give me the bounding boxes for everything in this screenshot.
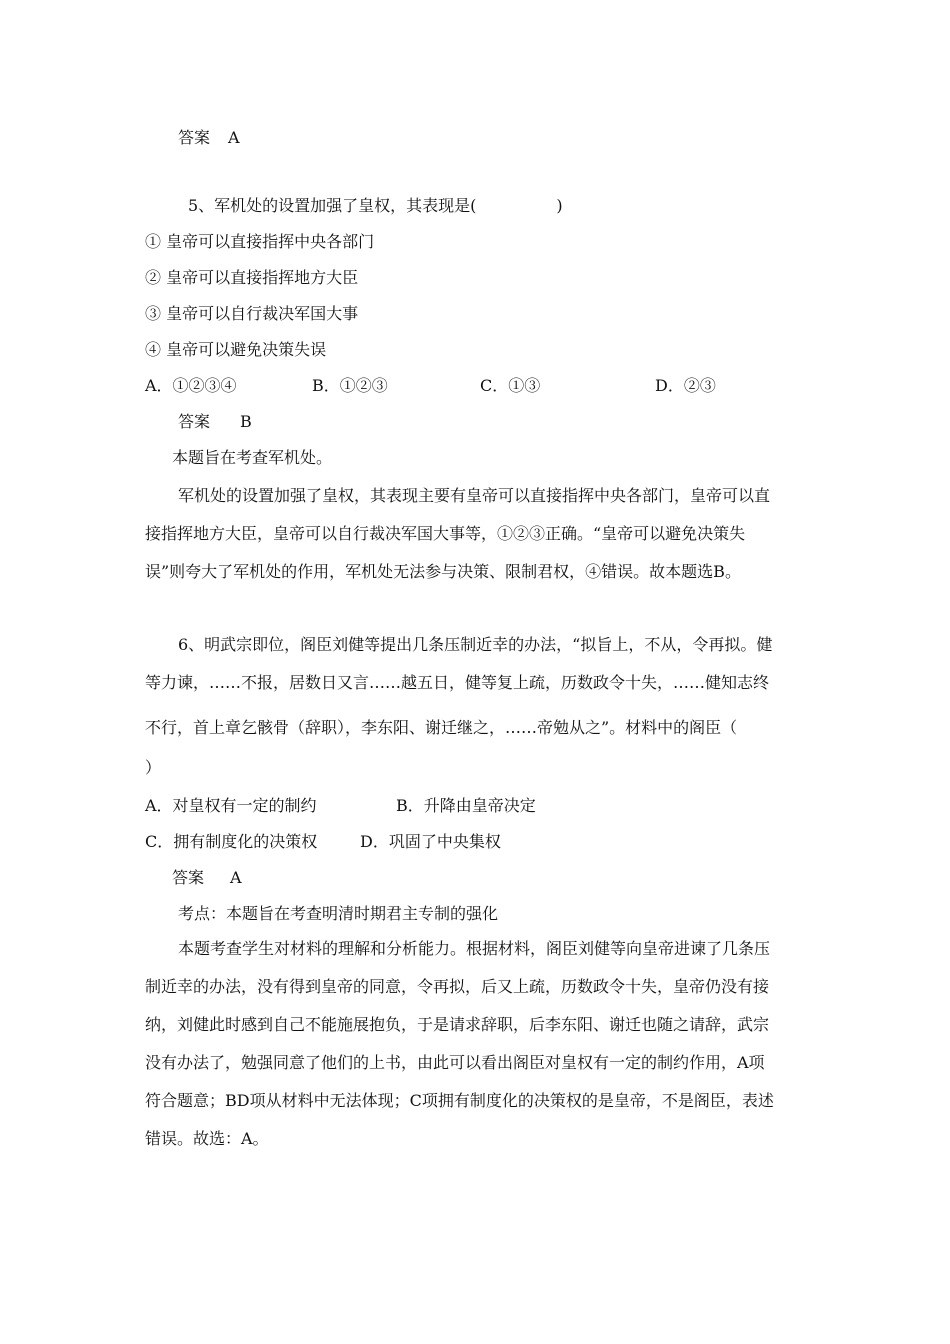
q6-option-d: D．巩固了中央集权: [360, 832, 501, 851]
q6-analysis-line: 制近幸的办法，没有得到皇帝的同意，令再拟，后又上疏，历数政令十失，皇帝仍没有接: [145, 977, 770, 996]
q6-stem-line: 等力谏，……不报，居数日又言……越五日，健等复上疏，历数政令十失，……健知志终: [145, 673, 770, 692]
q6-stem-line: 不行，首上章乞骸骨（辞职），李东阳、谢迁继之，……帝勉从之”。材料中的阁臣（: [145, 718, 738, 737]
q5-analysis-line: 接指挥地方大臣，皇帝可以自行裁决军国大事等，①②③正确。“皇帝可以避免决策失: [145, 524, 746, 543]
q5-answer: [178, 411, 252, 433]
q6-option-b: B．升降由皇帝决定: [396, 796, 536, 815]
q4-answer: [178, 127, 240, 149]
q6-answer: [172, 867, 242, 889]
answer-label: 答案: [178, 128, 211, 147]
q5-analysis-line: 误”则夸大了军机处的作用，军机处无法参与决策、限制君权，④错误。故本题选B。: [145, 562, 741, 581]
q6-point: 考点：本题旨在考查明清时期君主专制的强化: [178, 904, 499, 923]
q6-analysis-line: 纳，刘健此时感到自己不能施展抱负，于是请求辞职，后李东阳、谢迁也随之请辞，武宗: [145, 1015, 770, 1034]
q6-analysis-line: 没有办法了，勉强同意了他们的上书，由此可以看出阁臣对皇权有一定的制约作用，A项: [145, 1053, 765, 1072]
answer-value: B: [240, 412, 252, 431]
answer-label: 答案: [172, 868, 205, 887]
answer-value: A: [228, 128, 240, 147]
q5-item-3: ③ 皇帝可以自行裁决军国大事: [145, 304, 359, 323]
q5-item-4: ④ 皇帝可以避免决策失误: [145, 340, 327, 359]
q6-option-c: C．拥有制度化的决策权: [145, 832, 318, 851]
q6-analysis-line: 符合题意；BD项从材料中无法体现；C项拥有制度化的决策权的是皇帝，不是阁臣，表述: [145, 1091, 774, 1110]
q6-analysis-line: 本题考查学生对材料的理解和分析能力。根据材料，阁臣刘健等向皇帝进谏了几条压: [178, 939, 771, 958]
q5-stem: 5、军机处的设置加强了皇权，其表现是( ): [188, 196, 563, 215]
q5-analysis-line: 军机处的设置加强了皇权，其表现主要有皇帝可以直接指挥中央各部门，皇帝可以直: [178, 486, 771, 505]
q5-option-c: C．①③: [480, 376, 541, 395]
q6-option-a: A．对皇权有一定的制约: [145, 796, 317, 815]
q6-analysis-line: 错误。故选：A。: [145, 1129, 269, 1148]
q5-point: 本题旨在考查军机处。: [172, 448, 333, 467]
q5-option-b: B．①②③: [312, 376, 388, 395]
q5-item-2: ② 皇帝可以直接指挥地方大臣: [145, 268, 359, 287]
answer-value: A: [230, 868, 242, 887]
q6-stem-line: ）: [145, 758, 162, 777]
q5-option-d: D．②③: [655, 376, 716, 395]
q5-option-a: A．①②③④: [145, 376, 237, 395]
answer-label: 答案: [178, 412, 211, 431]
q6-stem-line: 6、明武宗即位，阁臣刘健等提出几条压制近幸的办法，“拟旨上，不从，令再拟。健: [178, 635, 773, 654]
q5-item-1: ① 皇帝可以直接指挥中央各部门: [145, 232, 375, 251]
